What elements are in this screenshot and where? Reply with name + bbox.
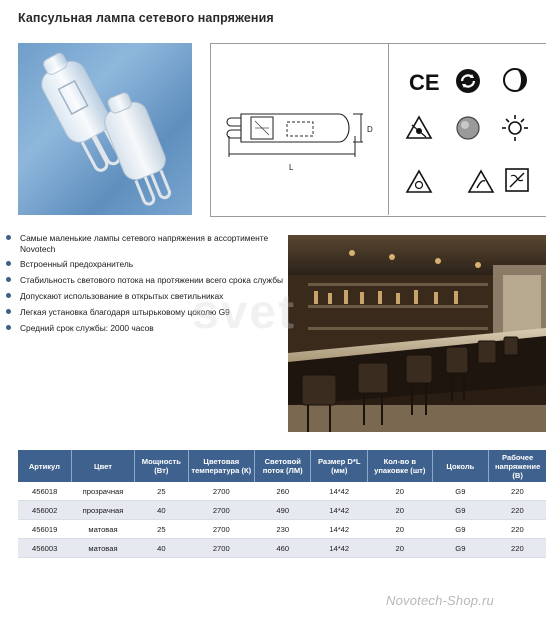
interior-photo bbox=[288, 235, 546, 432]
cell-power: 25 bbox=[135, 482, 188, 501]
lamps-illustration bbox=[18, 43, 192, 215]
cell-voltage: 220 bbox=[489, 539, 546, 558]
cell-color: прозрачная bbox=[71, 482, 134, 501]
cell-base: G9 bbox=[432, 482, 489, 501]
lamps-photo bbox=[18, 43, 192, 215]
list-item: Стабильность светового потока на протяжении всего срока службы bbox=[4, 275, 284, 286]
panel-divider bbox=[388, 43, 389, 215]
page-title: Капсульная лампа сетевого напряжения bbox=[18, 11, 274, 25]
cell-color: матовая bbox=[71, 520, 134, 539]
table-row bbox=[18, 501, 546, 520]
open-fixture-icon bbox=[506, 169, 528, 191]
cell-color: прозрачная bbox=[71, 501, 134, 520]
dimmable-icon bbox=[504, 69, 526, 91]
uv-safe-icon bbox=[407, 117, 431, 138]
cell-flux: 260 bbox=[255, 482, 311, 501]
cell-power: 40 bbox=[135, 539, 188, 558]
table-row bbox=[18, 539, 546, 558]
dimension-l-label: L bbox=[289, 163, 294, 172]
bullet-icon bbox=[6, 309, 11, 314]
column-header: Световой поток (ЛМ) bbox=[255, 450, 311, 482]
bullet-icon bbox=[6, 261, 11, 266]
dimension-diagram bbox=[211, 44, 389, 216]
footer-brand-link[interactable]: Novotech-Shop.ru bbox=[386, 593, 494, 608]
recycle-icon bbox=[456, 69, 480, 93]
cell-qty: 20 bbox=[368, 520, 432, 539]
table-row bbox=[18, 482, 546, 501]
bullet-icon bbox=[6, 235, 11, 240]
table-header-row bbox=[18, 450, 546, 482]
cell-size: 14*42 bbox=[311, 482, 368, 501]
cell-color: матовая bbox=[71, 539, 134, 558]
column-header: Артикул bbox=[18, 450, 71, 482]
cell-article: 456002 bbox=[18, 501, 71, 520]
column-header: Рабочее напряжение (В) bbox=[489, 450, 546, 482]
cell-base: G9 bbox=[432, 501, 489, 520]
cell-power: 40 bbox=[135, 501, 188, 520]
specification-table bbox=[18, 450, 546, 558]
list-item: Допускают использование в открытых светильниках bbox=[4, 291, 284, 302]
list-item: Встроенный предохранитель bbox=[4, 259, 284, 270]
cell-temperature: 2700 bbox=[188, 520, 255, 539]
ce-mark-icon bbox=[409, 70, 440, 95]
dimension-d-label: D bbox=[367, 125, 373, 134]
column-header: Кол-во в упаковке (шт) bbox=[368, 450, 432, 482]
hot-surface-icon bbox=[469, 171, 493, 192]
features-list bbox=[4, 233, 284, 338]
column-header: Размер D*L (мм) bbox=[311, 450, 368, 482]
cell-temperature: 2700 bbox=[188, 539, 255, 558]
cell-voltage: 220 bbox=[489, 482, 546, 501]
cell-flux: 460 bbox=[255, 539, 311, 558]
column-header: Цветовая температура (К) bbox=[188, 450, 255, 482]
column-header: Мощность (Вт) bbox=[135, 450, 188, 482]
brightness-icon bbox=[502, 115, 528, 141]
bar-interior-illustration bbox=[288, 235, 546, 432]
cell-flux: 490 bbox=[255, 501, 311, 520]
cell-voltage: 220 bbox=[489, 501, 546, 520]
bullet-icon bbox=[6, 293, 11, 298]
cell-temperature: 2700 bbox=[188, 482, 255, 501]
cell-article: 456003 bbox=[18, 539, 71, 558]
cell-size: 14*42 bbox=[311, 501, 368, 520]
cell-qty: 20 bbox=[368, 539, 432, 558]
svg-text:CE: CE bbox=[409, 70, 440, 95]
cell-voltage: 220 bbox=[489, 520, 546, 539]
list-item: Самые маленькие лампы сетевого напряжения в ассортименте Novotech bbox=[4, 233, 284, 254]
fixture-safe-icon bbox=[407, 171, 431, 192]
cell-size: 14*42 bbox=[311, 520, 368, 539]
cell-article: 456018 bbox=[18, 482, 71, 501]
table-row bbox=[18, 520, 546, 539]
cell-size: 14*42 bbox=[311, 539, 368, 558]
cell-base: G9 bbox=[432, 539, 489, 558]
frosted-bulb-icon bbox=[457, 117, 479, 139]
certification-icons bbox=[405, 66, 535, 198]
cell-power: 25 bbox=[135, 520, 188, 539]
watermark-text: svet bbox=[192, 286, 297, 339]
list-item: Легкая установка благодаря штырьковому цоколю G9 bbox=[4, 307, 284, 318]
cell-base: G9 bbox=[432, 520, 489, 539]
cell-article: 456019 bbox=[18, 520, 71, 539]
cell-qty: 20 bbox=[368, 482, 432, 501]
cell-flux: 230 bbox=[255, 520, 311, 539]
list-item: Средний срок службы: 2000 часов bbox=[4, 323, 284, 334]
cell-qty: 20 bbox=[368, 501, 432, 520]
bullet-icon bbox=[6, 325, 11, 330]
column-header: Цвет bbox=[71, 450, 134, 482]
cell-temperature: 2700 bbox=[188, 501, 255, 520]
column-header: Цоколь bbox=[432, 450, 489, 482]
bullet-icon bbox=[6, 277, 11, 282]
